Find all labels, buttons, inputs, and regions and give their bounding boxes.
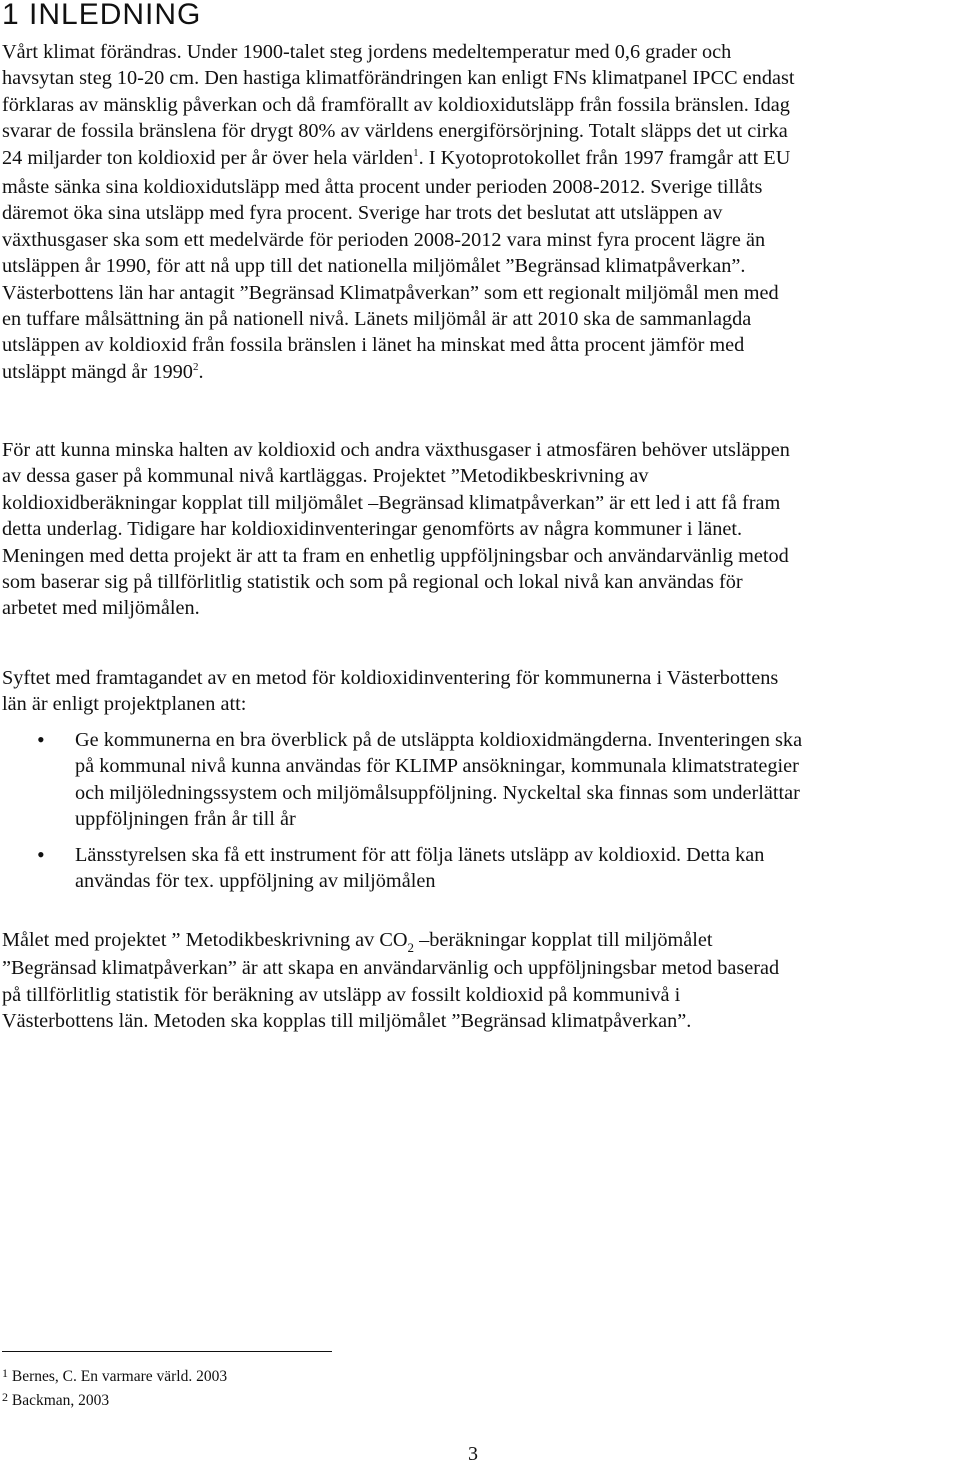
text-line: detta underlag. Tidigare har koldioxidinventeringar genomförts av några kommuner i länet.: [2, 518, 743, 541]
subscript: 2: [407, 940, 415, 955]
paragraph-intro: [2, 39, 957, 388]
text-line: utsläppen år 1990, för att nå upp till det nationella miljömålet ”Begränsad klimatpåverkan”.: [2, 255, 746, 278]
text-line: en tuffare målsättning än på nationell nivå. Länets miljömål är att 2010 ska de sammanlagda: [2, 308, 752, 331]
footnotes: [2, 1365, 227, 1413]
text-line: på kommunal nivå kunna användas för KLIMP ansökningar, kommunala klimatstrategier: [75, 755, 799, 778]
section-heading: 1 INLEDNING: [2, 0, 202, 31]
text-line: måste sänka sina koldioxidutsläpp med åtta procent under perioden 2008-2012. Sverige tillåts: [2, 176, 763, 199]
text-line: Västerbottens län. Metoden ska kopplas till miljömålet ”Begränsad klimatpåverkan”.: [2, 1010, 692, 1033]
footnote-text: Bernes, C. En varmare värld. 2003: [11, 1368, 228, 1385]
text-line: [2, 145, 957, 174]
text-line: svarar de fossila bränslena för drygt 80% av världens energiförsörjning. Totalt släpps det ut cirka: [2, 120, 788, 143]
text-fragment: –beräkningar kopplat till miljömålet: [414, 929, 713, 951]
text-fragment: . I Kyotoprotokollet från 1997 framgår att EU: [418, 146, 791, 169]
text-line: Västerbottens län har antagit ”Begränsad Klimatpåverkan” som ett regionalt miljömål men med: [2, 281, 779, 304]
text-line: [2, 359, 957, 388]
footnote-reference: 2: [192, 360, 199, 373]
footnote: [2, 1389, 227, 1413]
text-fragment: utsläppt mängd år 1990: [2, 360, 193, 383]
text-line: [2, 927, 957, 955]
bullet-icon: •: [37, 841, 45, 867]
text-line: av dessa gaser på kommunal nivå kartläggas. Projektet ”Metodikbeskrivning av: [2, 465, 649, 488]
text-fragment: Målet med projektet ” Metodikbeskrivning av CO: [2, 929, 408, 951]
text-line: Meningen med detta projekt är att ta fram en enhetlig uppföljningsbar och användarvänlig metod: [2, 544, 789, 567]
page-number: 3: [468, 1443, 478, 1465]
text-line: Vårt klimat förändras. Under 1900-talet steg jordens medeltemperatur med 0,6 grader och: [2, 41, 732, 63]
paragraph-goal: [2, 927, 957, 1035]
footnote-reference: 1: [413, 146, 419, 159]
footnote-number: 1: [2, 1366, 8, 1380]
text-line: Syftet med framtagandet av en metod för koldioxidinventering för kommunerna i Västerbottens: [2, 667, 779, 689]
text-line: uppföljningen från år till år: [75, 808, 296, 831]
text-line: arbetet med miljömålen.: [2, 597, 200, 620]
text-line: på tillförlitlig statistik för beräkning av utsläpp av fossilt koldioxid på kommunivå i: [2, 983, 681, 1006]
footnote: [2, 1365, 227, 1389]
list-item: [0, 727, 960, 833]
text-line: utsläppen av koldioxid från fossila bränslen i länet ha minskat med åtta procent jämför med: [2, 334, 745, 357]
text-line: däremot öka sina utsläpp med fyra procent. Sverige har trots det beslutat att utsläppen av: [2, 202, 723, 225]
footnote-text: Backman, 2003: [11, 1392, 110, 1409]
text-line: havsytan steg 10-20 cm. Den hastiga klimatförändringen kan enligt FNs klimatpanel IPCC endast: [2, 67, 795, 90]
list-item: [0, 842, 960, 895]
list-item-text: [75, 842, 960, 895]
paragraph-background: [2, 437, 957, 622]
text-line: Länsstyrelsen ska få ett instrument för att följa länets utsläpp av koldioxid. Detta kan: [75, 843, 765, 866]
text-fragment: 24 miljarder ton koldioxid per år över hela världen: [2, 146, 414, 169]
text-line: Ge kommunerna en bra överblick på de utsläppta koldioxidmängderna. Inventeringen ska: [75, 729, 803, 751]
text-line: och miljöledningssystem och miljömålsuppföljning. Nyckeltal ska finnas som underlättar: [75, 781, 800, 804]
list-item-text: [75, 727, 960, 833]
text-line: användas för tex. uppföljning av miljömålen: [75, 870, 436, 893]
footnote-divider: [2, 1351, 332, 1352]
text-line: växthusgaser ska som ett medelvärde för perioden 2008-2012 vara minst fyra procent lägre än: [2, 228, 766, 251]
paragraph-purpose: [2, 665, 957, 718]
text-line: län är enligt projektplanen att:: [2, 693, 247, 716]
bullet-icon: •: [37, 727, 45, 752]
text-line: För att kunna minska halten av koldioxid och andra växthusgaser i atmosfären behöver utsläppen: [2, 439, 790, 461]
footnote-number: 2: [2, 1390, 8, 1404]
text-line: koldioxidberäkningar kopplat till miljömålet –Begränsad klimatpåverkan” är ett led i att få fram: [2, 491, 781, 514]
bullet-list: [0, 727, 960, 903]
text-line: som baserar sig på tillförlitlig statistik och som på regional och lokal nivå kan användas för: [2, 571, 743, 594]
text-fragment: .: [198, 360, 204, 383]
text-line: förklaras av mänsklig påverkan och då framförallt av koldioxidutsläpp från fossila bränslen. Idag: [2, 93, 790, 116]
text-line: ”Begränsad klimatpåverkan” är att skapa en användarvänlig och uppföljningsbar metod baserad: [2, 957, 780, 980]
